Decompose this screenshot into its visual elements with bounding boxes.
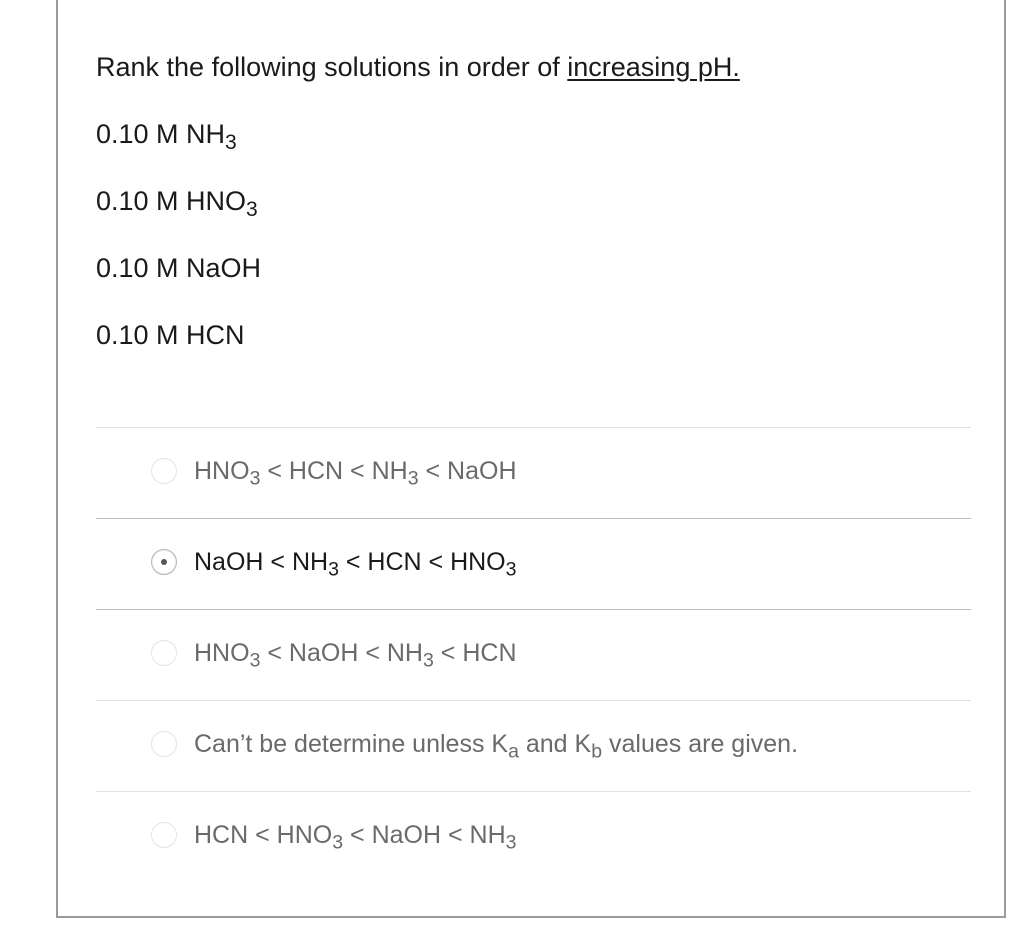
option-text: < NaOH [418, 457, 517, 485]
option-subscript: 3 [505, 558, 517, 581]
solution-text: 0.10 M HNO [96, 186, 247, 216]
question-prompt-prefix: Rank the following solutions in order of [96, 52, 568, 82]
option-text: < NaOH < NH [343, 821, 506, 849]
radio-selected-dot [161, 559, 167, 565]
option-subscript: 3 [328, 558, 339, 581]
solution-item [96, 117, 237, 154]
option-text: HNO [194, 639, 250, 667]
solution-subscript: 3 [225, 130, 237, 154]
option-text: NaOH < NH [194, 548, 329, 576]
radio-button[interactable] [151, 458, 177, 484]
answer-option-1[interactable] [96, 427, 971, 518]
answer-option-label [194, 455, 517, 490]
option-subscript: 3 [249, 649, 261, 672]
option-text: < HCN < NH [260, 457, 408, 485]
option-subscript: a [508, 740, 519, 763]
solution-text: 0.10 M HCN [96, 320, 245, 350]
option-subscript: 3 [407, 467, 419, 490]
answer-option-label [194, 546, 517, 581]
option-text: HNO [194, 457, 250, 485]
answer-options [96, 427, 971, 882]
answer-option-label [194, 637, 517, 672]
radio-button[interactable] [151, 640, 177, 666]
answer-option-4[interactable] [96, 700, 971, 791]
solution-text: 0.10 M NH [96, 119, 226, 149]
radio-button[interactable] [151, 549, 177, 575]
option-subscript: 3 [505, 831, 517, 854]
answer-option-3[interactable] [96, 609, 971, 700]
answer-option-2[interactable] [96, 518, 971, 609]
question-prompt [96, 50, 740, 84]
option-text: HCN < HNO [194, 821, 333, 849]
radio-button[interactable] [151, 731, 177, 757]
solution-text: 0.10 M NaOH [96, 253, 262, 283]
option-subscript: 3 [249, 467, 261, 490]
option-text: < HCN < HNO [338, 548, 506, 576]
solution-subscript: 3 [246, 197, 258, 221]
option-subscript: 3 [332, 831, 344, 854]
option-text: < HCN [433, 639, 517, 667]
solution-item [96, 318, 245, 352]
option-text: values are given. [602, 730, 799, 758]
answer-option-label [194, 728, 799, 763]
option-subscript: b [591, 740, 603, 763]
option-subscript: 3 [422, 649, 434, 672]
solution-item [96, 251, 261, 285]
question-card [56, 0, 1006, 918]
answer-option-5[interactable] [96, 791, 971, 882]
answer-option-label [194, 819, 517, 854]
option-text: Can’t be determine unless K [194, 730, 509, 758]
question-prompt-emphasis: increasing pH. [567, 52, 740, 82]
option-text: < NaOH < NH [260, 639, 423, 667]
solution-item [96, 184, 258, 221]
option-text: and K [518, 730, 592, 758]
radio-button[interactable] [151, 822, 177, 848]
